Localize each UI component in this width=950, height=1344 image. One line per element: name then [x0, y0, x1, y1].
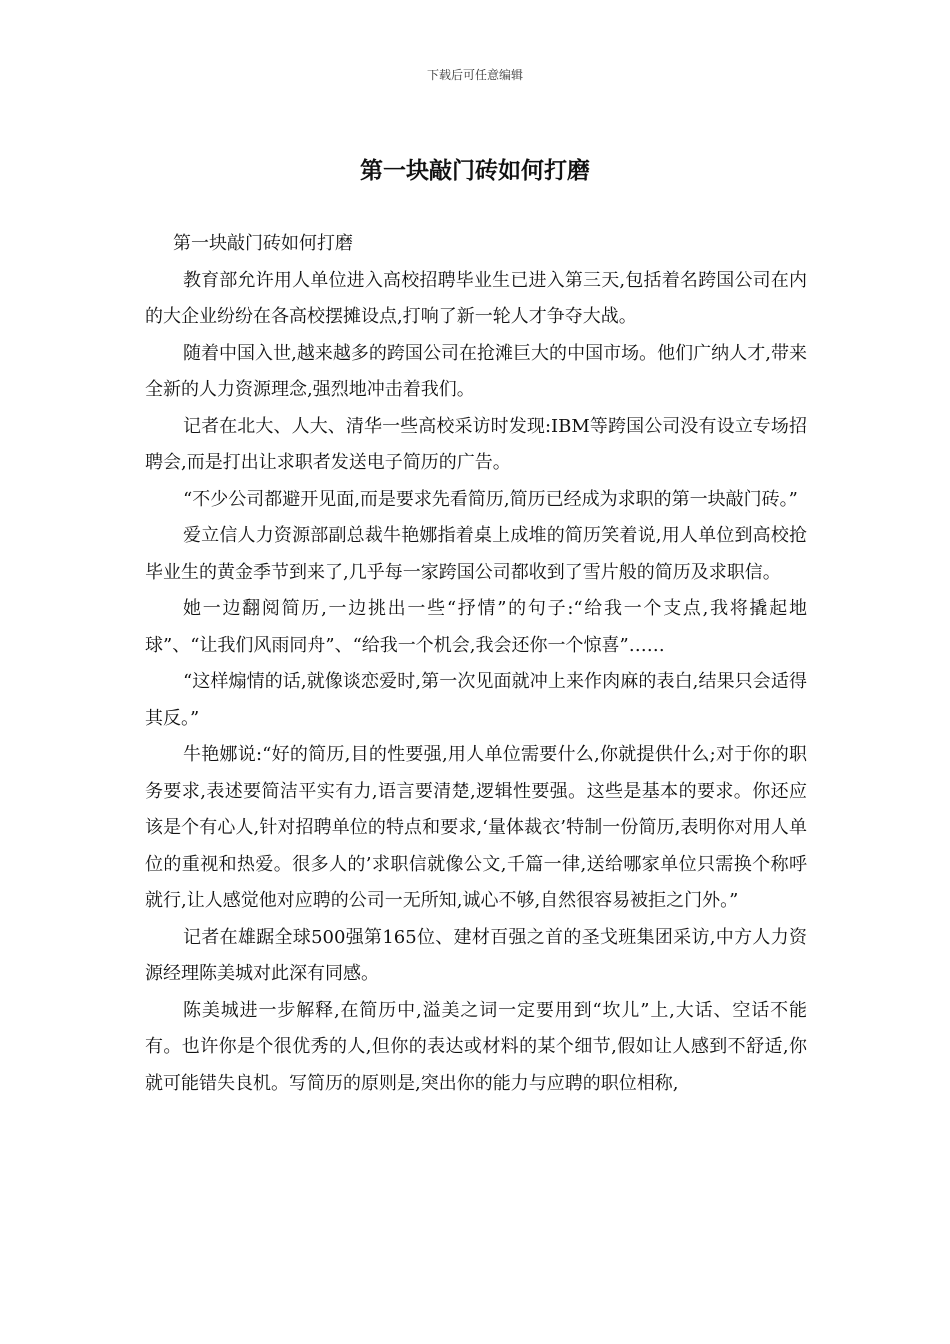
paragraph: 记者在雄踞全球500强第165位、建材百强之首的圣戈班集团采访,中方人力资源经理陈美城对此深有同感。 — [145, 926, 807, 984]
header-note: 下载后可任意编辑 — [426, 68, 523, 82]
document-body — [145, 226, 807, 1102]
paragraph: 她一边翻阅简历,一边挑出一些“抒情”的句子:“给我一个支点,我将撬起地球”、“让我们风雨同舟”、“给我一个机会,我会还你一个惊喜”…… — [145, 598, 807, 656]
paragraph: 第一块敲门砖如何打磨 — [173, 233, 353, 254]
paragraph: 陈美城进一步解释,在简历中,溢美之词一定要用到“坎儿”上,大话、空话不能有。也许你是个很优秀的人,但你的表达或材料的某个细节,假如让人感到不舒适,你就可能错失良机。写简历的原则是,突出你的能力与应聘的职位相称, — [145, 999, 807, 1094]
document-title: 第一块敲门砖如何打磨 — [360, 157, 590, 184]
paragraph: 牛艳娜说:“好的简历,目的性要强,用人单位需要什么,你就提供什么;对于你的职务要求,表述要简洁平实有力,语言要清楚,逻辑性要强。这些是基本的要求。你还应该是个有心人,针对招聘单位的特点和要求,‘量体裁衣’特制一份简历,表明你对用人单位的重视和热爱。很多人的’求职信就像公文,千篇一律,送给哪家单位只需换个称呼就行,让人感觉他对应聘的公司一无所知,诚心不够,自然很容易被拒之门外。” — [145, 744, 807, 911]
paragraph: “不少公司都避开见面,而是要求先看简历,简历已经成为求职的第一块敲门砖。” — [183, 488, 798, 510]
paragraph: 随着中国入世,越来越多的跨国公司在抢滩巨大的中国市场。他们广纳人才,带来全新的人力资源理念,强烈地冲击着我们。 — [145, 342, 807, 400]
paragraph: “这样煽情的话,就像谈恋爱时,第一次见面就冲上来作肉麻的表白,结果只会适得其反。” — [145, 671, 807, 729]
paragraph: 爱立信人力资源部副总裁牛艳娜指着桌上成堆的简历笑着说,用人单位到高校抢毕业生的黄金季节到来了,几乎每一家跨国公司都收到了雪片般的简历及求职信。 — [145, 525, 807, 583]
paragraph: 教育部允许用人单位进入高校招聘毕业生已进入第三天,包括着名跨国公司在内的大企业纷纷在各高校摆摊设点,打响了新一轮人才争夺大战。 — [145, 269, 807, 327]
paragraph: 记者在北大、人大、清华一些高校采访时发现:IBM等跨国公司没有设立专场招聘会,而是打出让求职者发送电子简历的广告。 — [145, 415, 807, 473]
